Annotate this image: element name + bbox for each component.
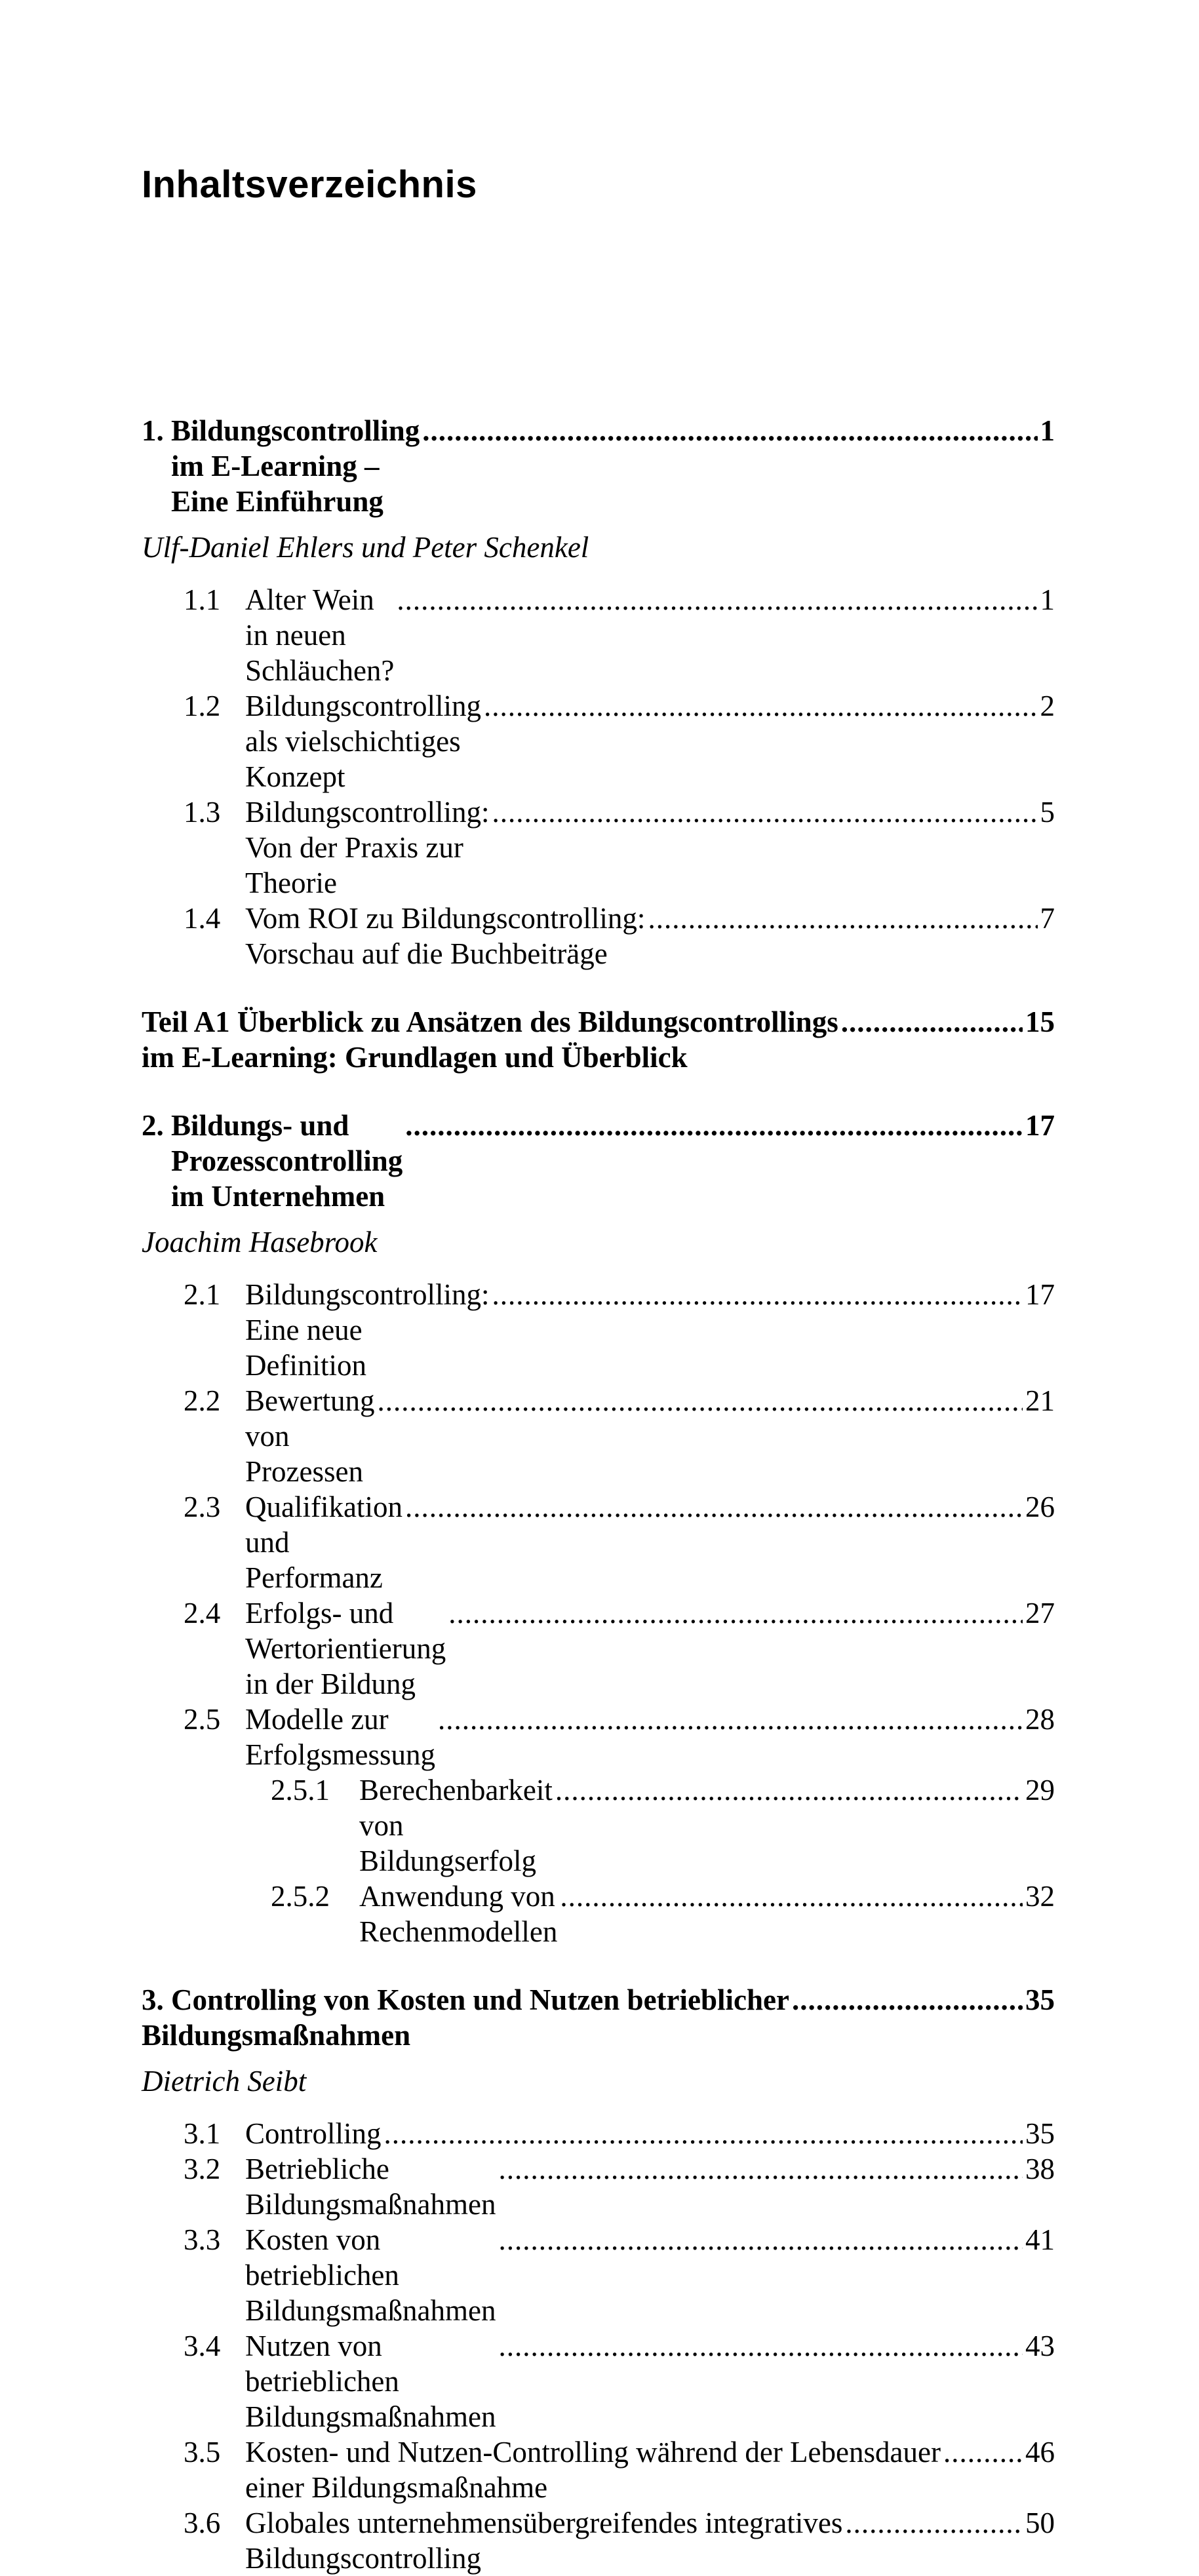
section-title: Bewertung von Prozessen (245, 1384, 375, 1488)
page-number: 46 (1025, 2436, 1055, 2469)
chapter-title: Bildungscontrolling im E-Learning – Eine Einführung (171, 414, 420, 518)
toc-section-1-2[interactable] (142, 688, 1055, 794)
section-number: 1.2 (184, 690, 221, 722)
part-title (142, 1004, 838, 1075)
section-number: 3.3 (184, 2223, 221, 2256)
subsection-number: 2.5.2 (271, 1880, 330, 1913)
section-title-line-1: Kosten- und Nutzen-Controlling während der Lebensdauer (245, 2436, 941, 2469)
toc-section-1-4[interactable] (142, 901, 1055, 971)
section-title: Bildungscontrolling: Von der Praxis zur Theorie (245, 796, 490, 899)
section-number: 3.1 (184, 2117, 221, 2150)
section-number: 2.1 (184, 1278, 221, 1311)
page-number: 21 (1025, 1384, 1055, 1417)
section-number: 2.3 (184, 1491, 221, 1523)
page-number: 26 (1025, 1491, 1055, 1523)
chapter-authors: Dietrich Seibt (142, 2065, 307, 2098)
toc-section-3-4[interactable] (142, 2328, 1055, 2434)
page-number: 32 (1025, 1880, 1055, 1913)
section-title (245, 901, 645, 971)
section-title: Bildungscontrolling als vielschichtiges Konzept (245, 690, 481, 793)
part-title-line-2: im E-Learning: Grundlagen und Überblick (142, 1041, 688, 1074)
chapter-title-line-2: Bildungsmaßnahmen (142, 2019, 411, 2052)
toc-chapter-2[interactable] (142, 1108, 1055, 1214)
toc-chapter-1[interactable] (142, 413, 1055, 519)
dot-leader (492, 1277, 1023, 1312)
section-title: Bildungscontrolling: Eine neue Definition (245, 1278, 490, 1382)
toc-section-3-5[interactable] (142, 2434, 1055, 2505)
toc-section-2-3[interactable] (142, 1489, 1055, 1595)
dot-leader (397, 582, 1037, 617)
dot-leader (498, 2151, 1023, 2187)
subsection-title: Anwendung von Rechenmodellen (359, 1880, 558, 1948)
chapter-title-line-1 (142, 1982, 789, 2018)
dot-leader (792, 1982, 1023, 2018)
page-number: 35 (1025, 1983, 1055, 2016)
page-number: 43 (1025, 2330, 1055, 2362)
section-number: 3.5 (184, 2436, 221, 2469)
toc-subsection-2-5-1[interactable] (142, 1772, 1055, 1879)
dot-leader (845, 2505, 1023, 2541)
dot-leader (648, 901, 1037, 936)
section-title-line-1: Vom ROI zu Bildungscontrolling: (245, 902, 646, 935)
dot-leader (438, 1702, 1023, 1737)
section-number: 3.2 (184, 2153, 221, 2185)
section-number: 2.2 (184, 1384, 221, 1417)
section-title-line-2: Bildungscontrolling (245, 2542, 481, 2575)
dot-leader (943, 2434, 1023, 2470)
toc-subsection-2-5-2[interactable] (142, 1879, 1055, 1949)
toc-section-2-4[interactable] (142, 1595, 1055, 1702)
section-title: Alter Wein in neuen Schläuchen? (245, 583, 395, 687)
section-title: Controlling (245, 2117, 382, 2150)
chapter-title: Bildungs- und Prozesscontrolling im Unternehmen (171, 1109, 403, 1213)
dot-leader (448, 1595, 1023, 1631)
dot-leader (384, 2116, 1023, 2151)
section-title-line-2: einer Bildungsmaßnahme (245, 2471, 548, 2504)
chapter-number: 1. (142, 414, 164, 447)
page-number: 35 (1025, 2117, 1055, 2150)
section-title (245, 2434, 941, 2505)
part-title-line-1: Teil A1 Überblick zu Ansätzen des Bildungscontrollings (142, 1005, 838, 1038)
toc-section-1-3[interactable] (142, 794, 1055, 901)
section-number: 3.4 (184, 2330, 221, 2362)
page-number: 2 (1040, 690, 1055, 722)
section-title (245, 2505, 842, 2576)
page-number: 5 (1040, 796, 1055, 829)
toc-section-3-1[interactable] (142, 2116, 1055, 2151)
chapter-title (142, 1982, 789, 2053)
section-title: Erfolgs- und Wertorientierung in der Bildung (245, 1597, 446, 1700)
dot-leader (560, 1879, 1023, 1914)
dot-leader (492, 794, 1038, 830)
page-number: 1 (1040, 414, 1055, 447)
chapter-number: 2. (142, 1109, 164, 1142)
dot-leader (422, 413, 1037, 448)
section-title-line-1: Globales unternehmensübergreifendes integratives (245, 2507, 843, 2539)
page-number: 50 (1025, 2507, 1055, 2539)
table-of-contents (142, 413, 1055, 2576)
section-number: 1.3 (184, 796, 221, 829)
section-number: 3.6 (184, 2507, 221, 2539)
toc-part-a1[interactable] (142, 1004, 1055, 1075)
section-title: Kosten von betrieblichen Bildungsmaßnahmen (245, 2223, 496, 2327)
section-number: 1.1 (184, 583, 221, 616)
dot-leader (377, 1383, 1023, 1418)
page-number: 27 (1025, 1597, 1055, 1630)
dot-leader (841, 1004, 1023, 1040)
subsection-number: 2.5.1 (271, 1774, 330, 1806)
page-number: 29 (1025, 1774, 1055, 1806)
page-title: Inhaltsverzeichnis (142, 163, 477, 206)
section-title: Modelle zur Erfolgsmessung (245, 1703, 435, 1771)
page-number: 1 (1040, 583, 1055, 616)
page-number: 28 (1025, 1703, 1055, 1736)
toc-section-3-6[interactable] (142, 2505, 1055, 2576)
chapter-number: 3. (142, 1983, 164, 2016)
section-title: Qualifikation und Performanz (245, 1491, 403, 1594)
dot-leader (498, 2328, 1023, 2364)
dot-leader (405, 1489, 1023, 1525)
toc-chapter-3[interactable] (142, 1982, 1055, 2053)
page-number: 38 (1025, 2153, 1055, 2185)
toc-section-3-2[interactable] (142, 2151, 1055, 2222)
subsection-title: Berechenbarkeit von Bildungserfolg (359, 1774, 553, 1877)
section-title: Betriebliche Bildungsmaßnahmen (245, 2153, 496, 2221)
toc-section-2-5[interactable] (142, 1702, 1055, 1772)
page-number: 7 (1040, 902, 1055, 935)
dot-leader (405, 1108, 1023, 1143)
section-title-line-2: Vorschau auf die Buchbeiträge (245, 937, 608, 970)
section-number: 1.4 (184, 902, 221, 935)
page-number: 17 (1025, 1278, 1055, 1311)
toc-section-2-1[interactable] (142, 1277, 1055, 1383)
chapter-title-text: Controlling von Kosten und Nutzen betrieblicher (171, 1983, 789, 2016)
section-title: Nutzen von betrieblichen Bildungsmaßnahmen (245, 2330, 496, 2433)
toc-section-2-2[interactable] (142, 1383, 1055, 1489)
page-number: 41 (1025, 2223, 1055, 2256)
dot-leader (484, 688, 1038, 724)
section-number: 2.5 (184, 1703, 221, 1736)
dot-leader (498, 2222, 1023, 2257)
section-number: 2.4 (184, 1597, 221, 1630)
toc-section-3-3[interactable] (142, 2222, 1055, 2328)
dot-leader (555, 1772, 1023, 1808)
page-number: 15 (1025, 1005, 1055, 1038)
chapter-authors: Joachim Hasebrook (142, 1226, 378, 1259)
toc-section-1-1[interactable] (142, 582, 1055, 688)
page-number: 17 (1025, 1109, 1055, 1142)
chapter-authors: Ulf-Daniel Ehlers und Peter Schenkel (142, 531, 589, 564)
